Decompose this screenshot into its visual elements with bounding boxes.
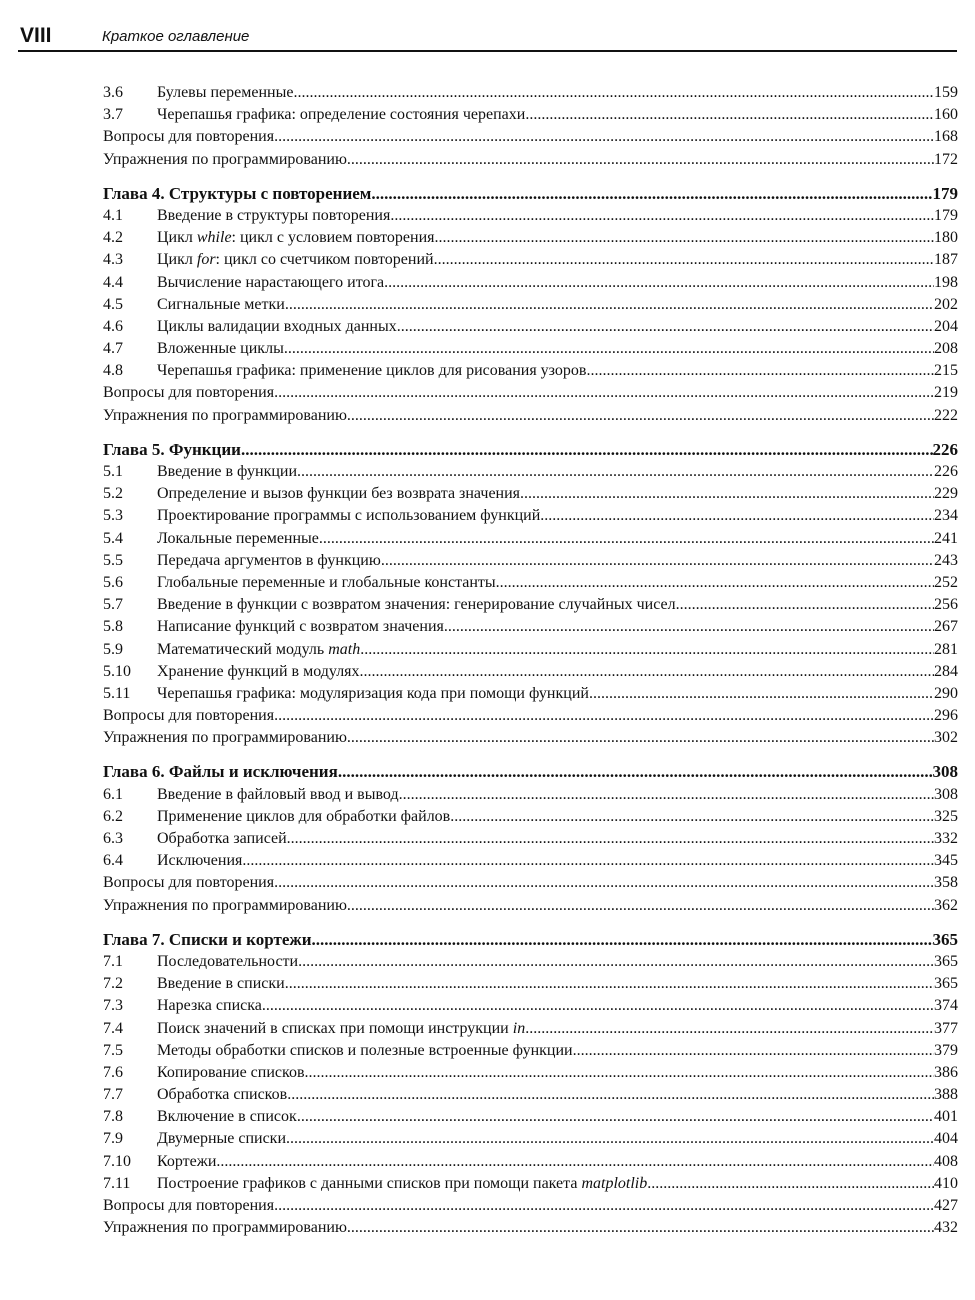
toc-dot-leader	[274, 126, 934, 148]
toc-section-row	[103, 572, 958, 594]
toc-dot-leader	[284, 338, 934, 360]
toc-section-row	[103, 316, 958, 338]
toc-page-number: 365	[932, 929, 958, 949]
toc-section-row	[103, 1040, 958, 1062]
toc-section-number: 4.4	[103, 273, 123, 291]
toc-entry-title: Сигнальные метки	[157, 295, 285, 313]
toc-page-number: 187	[934, 251, 958, 269]
toc-dot-leader	[360, 661, 934, 683]
toc-section-number: 5.7	[103, 596, 123, 614]
toc-misc-row	[103, 895, 958, 917]
toc-entry-title: Вопросы для повторения	[103, 1197, 275, 1214]
toc-entry-title: Последовательности	[157, 952, 299, 970]
toc-page-number: 362	[934, 896, 958, 914]
toc-section-number: 7.10	[103, 1152, 131, 1170]
toc-section-row	[103, 951, 958, 973]
toc-entry-title: Упражнения по программированию	[103, 896, 347, 914]
toc-entry-title: Кортежи	[157, 1152, 217, 1170]
toc-entry-title: Упражнения по программированию	[103, 1219, 347, 1237]
toc-section-number: 7.7	[103, 1086, 123, 1104]
toc-entry-title: Вопросы для повторения	[103, 384, 275, 402]
toc-chapter-row	[103, 183, 958, 205]
toc-entry-title: Введение в списки	[157, 975, 285, 993]
toc-dot-leader	[450, 806, 934, 828]
toc-entry-title-code: while	[196, 229, 232, 247]
toc-page-number: 267	[934, 618, 958, 636]
toc-dot-leader	[338, 761, 933, 783]
toc-section-row	[103, 1018, 958, 1040]
toc-section-number: 5.9	[103, 640, 123, 658]
toc-page-number: 377	[934, 1019, 958, 1037]
toc-dot-leader	[287, 828, 934, 850]
toc-dot-leader	[540, 505, 934, 527]
toc-entry-title: Методы обработки списков и полезные встроенные функции	[157, 1041, 573, 1059]
toc-section-row	[103, 528, 958, 550]
toc-page-number: 281	[934, 640, 958, 658]
toc-entry-title: Черепашья графика: определение состояния черепахи	[157, 106, 526, 124]
toc-section-number: 5.5	[103, 551, 123, 569]
toc-section-row	[103, 828, 958, 850]
toc-entry-title: Упражнения по программированию	[103, 406, 347, 424]
toc-section-number: 7.2	[103, 975, 123, 993]
toc-section-row	[103, 594, 958, 616]
toc-misc-row	[103, 405, 958, 427]
toc-page-number: 284	[934, 662, 958, 680]
toc-section-number: 4.2	[103, 229, 123, 247]
toc-dot-leader	[525, 1018, 934, 1040]
toc-section-number: 5.6	[103, 573, 123, 591]
toc-section-row	[103, 338, 958, 360]
toc-dot-leader	[520, 483, 934, 505]
toc-section-number: 5.10	[103, 662, 131, 680]
toc-dot-leader	[434, 249, 934, 271]
toc-entry-title: Вопросы для повторения	[103, 128, 275, 146]
toc-section-row	[103, 1106, 958, 1128]
toc-page-number: 308	[934, 785, 958, 803]
toc-section-row	[103, 550, 958, 572]
toc-section-number: 4.3	[103, 251, 123, 269]
toc-section-row	[103, 850, 958, 872]
toc-misc-row	[103, 1217, 958, 1239]
toc-dot-leader	[397, 316, 934, 338]
toc-misc-row	[103, 872, 958, 894]
toc-section-number: 7.11	[103, 1174, 131, 1192]
toc-entry-title: Глава 5. Функции	[103, 439, 241, 459]
toc-page-number: 404	[934, 1130, 958, 1148]
toc-section-row	[103, 505, 958, 527]
toc-section-row	[103, 249, 958, 271]
toc-dot-leader	[274, 1195, 934, 1217]
toc-misc-row	[103, 382, 958, 404]
toc-page-number: 345	[934, 852, 958, 870]
toc-section-row	[103, 806, 958, 828]
toc-section-row	[103, 995, 958, 1017]
toc-section-row	[103, 461, 958, 483]
toc-entry-title: Обработка списков	[157, 1086, 288, 1104]
toc-page-number: 202	[934, 295, 958, 313]
toc-misc-row	[103, 149, 958, 171]
toc-page-number: 388	[934, 1086, 958, 1104]
toc-page-number: 365	[934, 952, 958, 970]
toc-section-row	[103, 973, 958, 995]
toc-dot-leader	[319, 528, 934, 550]
toc-section-number: 5.8	[103, 618, 123, 636]
toc-entry-title-text: Построение графиков с данными списков при помощи пакета	[157, 1174, 582, 1192]
toc-section-row	[103, 104, 958, 126]
toc-dot-leader	[573, 1040, 934, 1062]
toc-page-number: 229	[934, 485, 958, 503]
toc-entry-title: Введение в файловый ввод и вывод	[157, 785, 399, 803]
toc-entry-title: Глава 7. Списки и кортежи	[103, 929, 312, 949]
toc-section-number: 5.1	[103, 463, 123, 480]
toc-page-number: 332	[934, 830, 958, 847]
toc-entry-title: Обработка записей	[157, 830, 287, 847]
toc-page-number: 159	[934, 84, 958, 101]
toc-section-number: 6.3	[103, 830, 123, 847]
toc-section-row	[103, 205, 958, 227]
toc-page-number: 252	[934, 573, 958, 591]
toc-section-number: 6.1	[103, 785, 123, 803]
toc-entry-title-text: Математический модуль	[157, 640, 329, 658]
toc-page-number: 256	[934, 596, 958, 614]
toc-dot-leader	[347, 1217, 934, 1239]
toc-entry-title: Булевы переменные	[157, 84, 294, 101]
toc-section-number: 4.7	[103, 340, 123, 358]
toc-misc-row	[103, 705, 958, 727]
toc-section-row	[103, 784, 958, 806]
toc-dot-leader	[285, 973, 934, 995]
toc-section-row	[103, 1084, 958, 1106]
toc-dot-leader	[496, 572, 934, 594]
toc-entry-title	[157, 1018, 525, 1040]
toc-dot-leader	[286, 1128, 934, 1150]
toc-section-row	[103, 616, 958, 638]
toc-dot-leader	[287, 1084, 934, 1106]
toc-section-number: 4.8	[103, 362, 123, 380]
toc-dot-leader	[384, 272, 934, 294]
toc-dot-leader	[390, 205, 934, 227]
toc-page-number: 179	[934, 206, 958, 224]
toc-entry-title: Применение циклов для обработки файлов	[157, 807, 451, 825]
toc-section-number: 4.5	[103, 295, 123, 313]
toc-misc-row	[103, 1195, 958, 1217]
toc-dot-leader	[371, 183, 932, 205]
toc-dot-leader	[285, 294, 934, 316]
toc-page-number: 432	[934, 1219, 958, 1237]
toc-entry-title: Вложенные циклы	[157, 340, 284, 358]
toc-entry-title: Упражнения по программированию	[103, 150, 347, 168]
toc-entry-title: Локальные переменные	[157, 529, 319, 547]
toc-page-number: 408	[934, 1152, 958, 1170]
toc-section-row	[103, 683, 958, 705]
toc-page-number: 386	[934, 1063, 958, 1081]
toc-section-number: 7.1	[103, 952, 123, 970]
toc-entry-title: Копирование списков	[157, 1063, 305, 1081]
toc-page-number: 401	[934, 1108, 958, 1126]
toc-dot-leader	[311, 929, 932, 951]
table-of-contents	[103, 82, 958, 1239]
toc-entry-title: Вопросы для повторения	[103, 874, 275, 892]
toc-section-number: 7.9	[103, 1130, 123, 1148]
toc-page-number: 290	[934, 684, 958, 702]
toc-section-row	[103, 272, 958, 294]
toc-page-number: 427	[934, 1197, 958, 1214]
toc-chapter-row	[103, 929, 958, 951]
toc-entry-title	[157, 639, 360, 661]
toc-entry-title: Глава 6. Файлы и исключения	[103, 762, 338, 782]
toc-page-number: 219	[934, 384, 958, 402]
toc-entry-title-text: Цикл	[157, 229, 197, 247]
running-title: Краткое оглавление	[102, 28, 250, 45]
toc-entry-title: Включение в список	[157, 1108, 297, 1126]
toc-dot-leader	[298, 951, 934, 973]
toc-section-row	[103, 661, 958, 683]
toc-entry-title: Циклы валидации входных данных	[157, 317, 397, 335]
toc-page-number: 296	[934, 707, 958, 725]
toc-section-number: 7.4	[103, 1019, 123, 1037]
toc-entry-title: Введение в функции с возвратом значения: генерирование случайных чисел	[157, 596, 676, 614]
toc-dot-leader	[293, 82, 934, 104]
toc-entry-title: Введение в функции	[157, 463, 298, 480]
toc-page-number: 180	[934, 229, 958, 247]
toc-section-row	[103, 294, 958, 316]
toc-page-number: 160	[934, 106, 958, 124]
toc-entry-title-code: for	[196, 251, 216, 269]
toc-page-number: 204	[934, 317, 958, 335]
toc-entry-title: Нарезка списка	[157, 997, 262, 1015]
toc-section-number: 4.1	[103, 206, 123, 224]
toc-page-number: 374	[934, 997, 958, 1015]
toc-entry-title-text: Поиск значений в списках при помощи инструкции	[157, 1019, 513, 1037]
toc-section-row	[103, 1173, 958, 1195]
toc-dot-leader	[586, 360, 934, 382]
toc-dot-leader	[444, 616, 934, 638]
toc-chapter-row	[103, 439, 958, 461]
toc-section-row	[103, 360, 958, 382]
toc-entry-title: Введение в структуры повторения	[157, 206, 391, 224]
toc-dot-leader	[274, 705, 934, 727]
toc-entry-title: Двумерные списки	[157, 1130, 287, 1148]
toc-page-number: 222	[934, 406, 958, 424]
toc-section-row	[103, 483, 958, 505]
toc-dot-leader	[381, 550, 934, 572]
toc-page-number: 172	[934, 150, 958, 168]
toc-section-number: 5.11	[103, 684, 131, 702]
toc-entry-title-text: : цикл со счетчиком повторений	[215, 251, 434, 269]
toc-section-row	[103, 639, 958, 661]
toc-entry-title	[157, 1173, 647, 1195]
toc-section-row	[103, 1151, 958, 1173]
toc-dot-leader	[274, 382, 934, 404]
toc-page-number: 325	[934, 807, 958, 825]
toc-entry-title: Черепашья графика: применение циклов для рисования узоров	[157, 362, 587, 380]
toc-dot-leader	[241, 439, 933, 461]
toc-misc-row	[103, 727, 958, 749]
toc-dot-leader	[589, 683, 934, 705]
toc-chapter-row	[103, 761, 958, 783]
toc-section-number: 6.2	[103, 807, 123, 825]
toc-section-row	[103, 227, 958, 249]
toc-dot-leader	[216, 1151, 934, 1173]
toc-entry-title-text: Цикл	[157, 251, 197, 269]
toc-page-number: 241	[934, 529, 958, 547]
toc-entry-title: Написание функций с возвратом значения	[157, 618, 444, 636]
toc-page-number: 226	[934, 463, 958, 480]
toc-dot-leader	[347, 727, 934, 749]
toc-entry-title: Хранение функций в модулях	[157, 662, 360, 680]
toc-dot-leader	[274, 872, 934, 894]
page-number: VIII	[20, 24, 52, 47]
toc-entry-title: Передача аргументов в функцию	[157, 551, 381, 569]
toc-entry-title-code: matplotlib	[581, 1174, 648, 1192]
toc-dot-leader	[435, 227, 935, 249]
toc-page-number: 179	[932, 183, 958, 203]
toc-page-number: 198	[934, 273, 958, 291]
toc-section-number: 3.7	[103, 106, 123, 124]
toc-page-number: 365	[934, 975, 958, 993]
toc-page-number: 215	[934, 362, 958, 380]
toc-dot-leader	[525, 104, 934, 126]
toc-dot-leader	[676, 594, 934, 616]
toc-entry-title: Черепашья графика: модуляризация кода при помощи функций	[157, 684, 589, 702]
toc-page-number: 379	[934, 1041, 958, 1059]
toc-section-row	[103, 1128, 958, 1150]
toc-page-number: 243	[934, 551, 958, 569]
toc-dot-leader	[347, 149, 934, 171]
toc-section-number: 7.8	[103, 1108, 123, 1126]
toc-entry-title: Проектирование программы с использованием функций	[157, 507, 541, 525]
toc-dot-leader	[262, 995, 934, 1017]
toc-section-number: 7.5	[103, 1041, 123, 1059]
toc-entry-title: Вопросы для повторения	[103, 707, 275, 725]
toc-entry-title: Определение и вызов функции без возврата значения	[157, 485, 521, 503]
toc-section-number: 6.4	[103, 852, 123, 870]
page-header	[18, 22, 957, 52]
toc-section-number: 5.3	[103, 507, 123, 525]
toc-entry-title-code: in	[512, 1019, 526, 1037]
toc-dot-leader	[297, 1106, 934, 1128]
toc-section-number: 7.6	[103, 1063, 123, 1081]
toc-section-number: 7.3	[103, 997, 123, 1015]
toc-section-number: 4.6	[103, 317, 123, 335]
toc-section-number: 3.6	[103, 84, 123, 101]
toc-dot-leader	[297, 461, 934, 483]
toc-entry-title-code: math	[328, 640, 361, 658]
toc-entry-title: Упражнения по программированию	[103, 729, 347, 747]
toc-entry-title: Исключения	[157, 852, 243, 870]
toc-section-number: 5.4	[103, 529, 123, 547]
toc-page-number: 234	[934, 507, 958, 525]
toc-entry-title: Глава 4. Структуры с повторением	[103, 183, 372, 203]
toc-dot-leader	[347, 405, 934, 427]
toc-entry-title	[157, 249, 434, 271]
toc-page-number: 410	[934, 1174, 958, 1192]
toc-section-row	[103, 1062, 958, 1084]
toc-section-row	[103, 82, 958, 104]
toc-entry-title-text: : цикл с условием повторения	[231, 229, 435, 247]
toc-misc-row	[103, 126, 958, 148]
toc-entry-title: Вычисление нарастающего итога	[157, 273, 385, 291]
toc-page-number: 168	[934, 128, 958, 146]
toc-dot-leader	[347, 895, 934, 917]
toc-entry-title: Глобальные переменные и глобальные константы	[157, 573, 496, 591]
toc-dot-leader	[399, 784, 934, 806]
toc-page-number: 208	[934, 340, 958, 358]
toc-page-number: 308	[932, 762, 958, 782]
toc-page-number: 302	[934, 729, 958, 747]
toc-section-number: 5.2	[103, 485, 123, 503]
toc-dot-leader	[647, 1173, 934, 1195]
toc-dot-leader	[305, 1062, 934, 1084]
toc-dot-leader	[242, 850, 934, 872]
toc-entry-title	[157, 227, 435, 249]
toc-dot-leader	[360, 639, 934, 661]
toc-page-number: 226	[932, 439, 958, 459]
toc-page-number: 358	[934, 874, 958, 892]
